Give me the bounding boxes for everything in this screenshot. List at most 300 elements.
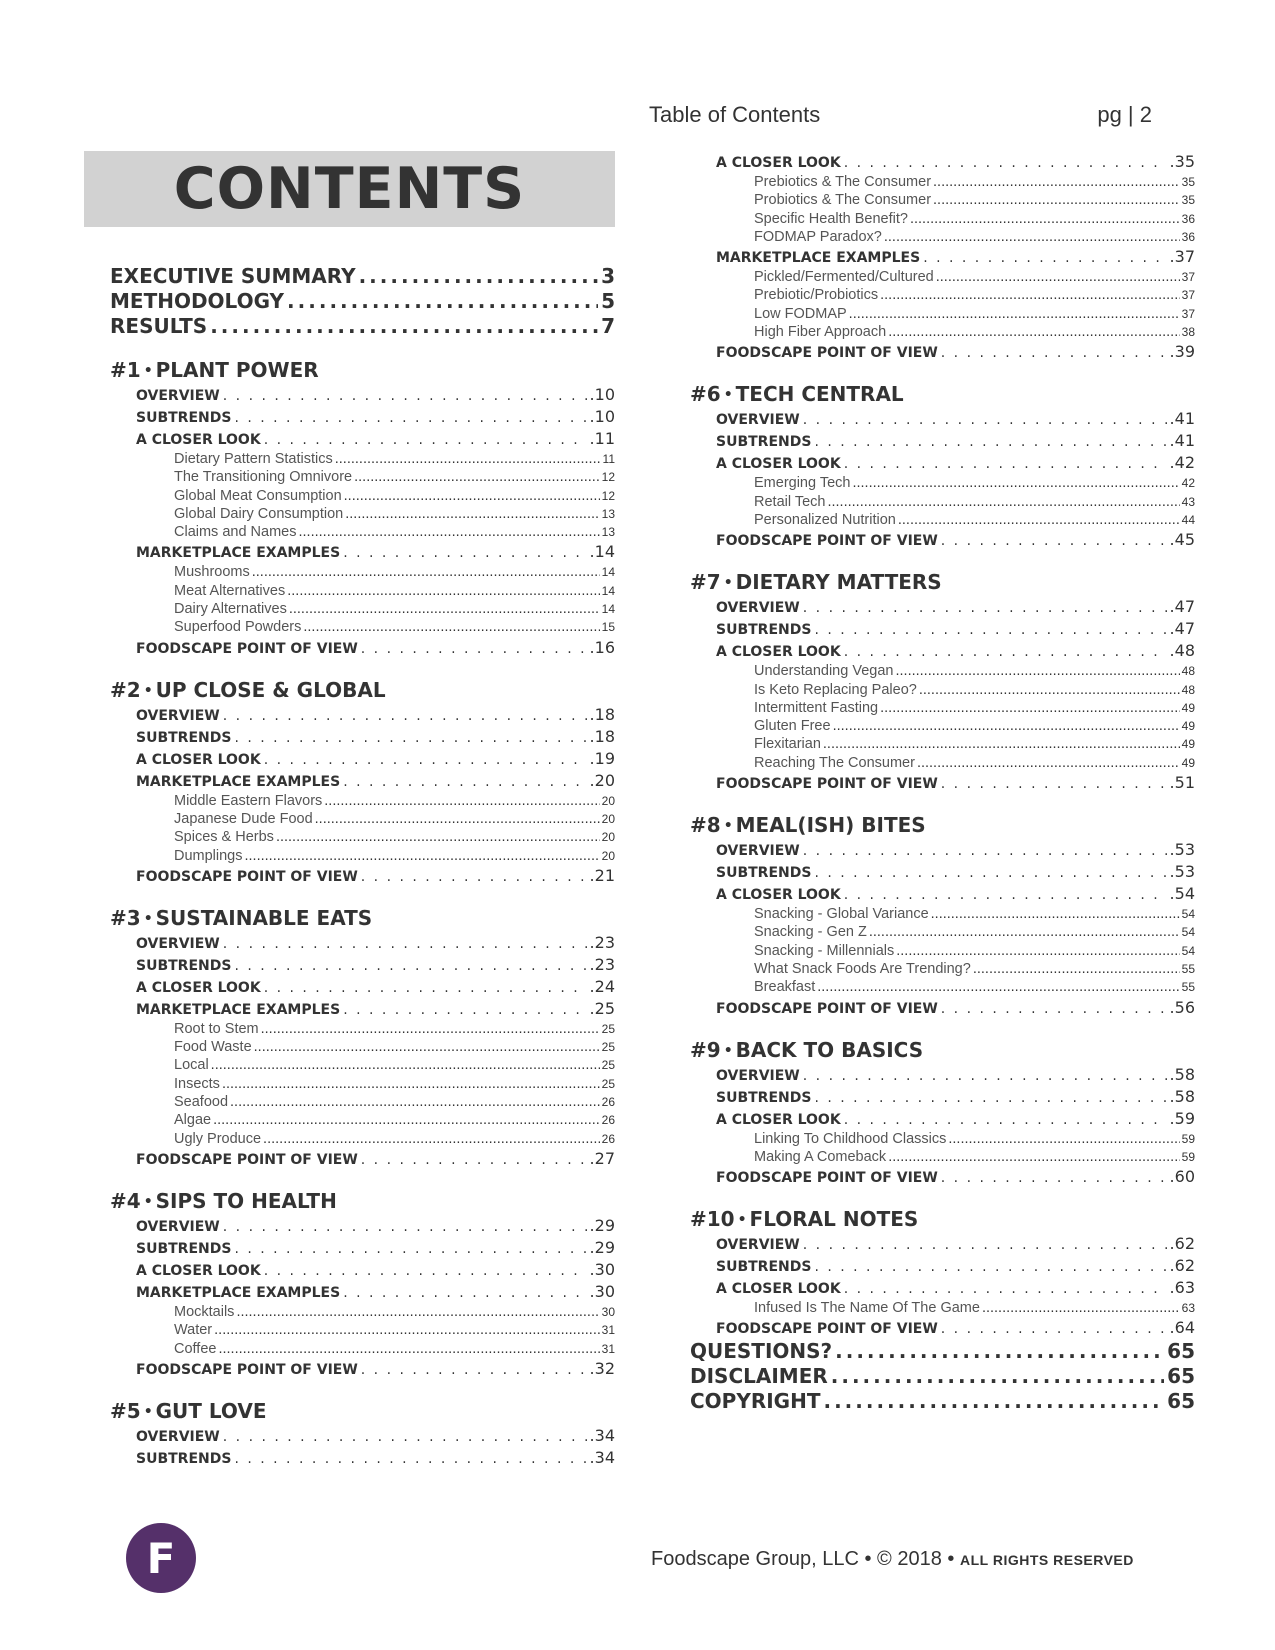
toc-subentry[interactable]: [690, 529, 1195, 551]
toc-entry-page: .53: [1169, 840, 1195, 860]
toc-item[interactable]: [690, 942, 1195, 960]
toc-subentry[interactable]: [690, 246, 1195, 268]
toc-subentry[interactable]: [110, 748, 615, 770]
toc-item[interactable]: [690, 1148, 1195, 1166]
toc-entry-label: A CLOSER LOOK: [716, 1281, 841, 1298]
toc-subentry[interactable]: [110, 770, 615, 792]
toc-entry-page: .19: [589, 748, 615, 768]
dot-leader: [263, 1130, 600, 1148]
toc-entry-page: .23: [589, 932, 615, 952]
dot-leader: [222, 1075, 600, 1093]
toc-item[interactable]: [690, 286, 1195, 304]
toc-entry-page: .48: [1169, 641, 1195, 661]
toc-item[interactable]: [110, 847, 615, 865]
dot-leader: [833, 717, 1180, 735]
toc-entry-label: MARKETPLACE EXAMPLES: [136, 773, 341, 790]
dot-leader: [941, 530, 1167, 551]
dot-leader: [223, 933, 587, 954]
toc-top-entries: [110, 264, 615, 339]
toc-entry-label: Middle Eastern Flavors: [174, 792, 323, 809]
toc-entry-page: 12: [601, 470, 615, 485]
toc-entry-page: 20: [601, 830, 615, 845]
toc-entry-page: .30: [589, 1281, 615, 1301]
dot-leader: [814, 862, 1166, 883]
toc-entry-page: .23: [589, 954, 615, 974]
toc-entry-label: SUBTRENDS: [136, 1450, 232, 1467]
toc-subentry[interactable]: [690, 618, 1195, 640]
footer-copyright-year: © 2018: [877, 1548, 942, 1570]
toc-item[interactable]: [690, 474, 1195, 492]
toc-entry-page: .10: [589, 385, 615, 404]
dot-leader: [335, 450, 601, 468]
toc-item[interactable]: [110, 1075, 615, 1093]
dot-leader: [245, 847, 600, 865]
toc-entry-label: OVERVIEW: [716, 1067, 800, 1084]
dot-leader: [849, 305, 1180, 323]
toc-item[interactable]: [690, 305, 1195, 323]
toc-main-entry[interactable]: [110, 264, 615, 289]
dot-leader: [230, 1093, 600, 1111]
footer-company: Foodscape Group, LLC: [651, 1548, 859, 1570]
toc-subentry[interactable]: [690, 883, 1195, 905]
dot-leader: [835, 1339, 1164, 1363]
toc-subentry[interactable]: [110, 704, 615, 726]
toc-entry-page: .62: [1169, 1234, 1195, 1254]
toc-item[interactable]: [690, 978, 1195, 996]
toc-item[interactable]: [110, 1303, 615, 1321]
section-number: #9: [690, 1037, 721, 1062]
toc-entry-page: .27: [589, 1148, 615, 1168]
toc-entry-page: 25: [601, 1076, 615, 1091]
toc-item[interactable]: [110, 563, 615, 581]
toc-item[interactable]: [110, 523, 615, 541]
toc-subentry[interactable]: [110, 932, 615, 954]
toc-item[interactable]: [690, 173, 1195, 191]
toc-item[interactable]: [110, 450, 615, 468]
toc-main-entry[interactable]: [110, 314, 615, 339]
toc-entry-label: A CLOSER LOOK: [136, 432, 261, 448]
toc-subentry[interactable]: [110, 428, 615, 450]
dot-leader: [254, 1038, 600, 1056]
toc-entry-page: 42: [1181, 476, 1195, 491]
toc-item[interactable]: [110, 1038, 615, 1056]
toc-entry-page: 59: [1181, 1149, 1195, 1164]
toc-entry-label: Emerging Tech: [754, 475, 851, 492]
toc-item[interactable]: [690, 1299, 1195, 1317]
toc-entry-page: .34: [589, 1425, 615, 1445]
dot-leader: [236, 1303, 599, 1321]
toc-entry-label: A CLOSER LOOK: [136, 1262, 261, 1279]
toc-subentry[interactable]: [110, 1259, 615, 1281]
toc-item[interactable]: [110, 600, 615, 618]
dot-leader: [345, 505, 599, 523]
toc-entry-page: 20: [601, 793, 615, 808]
toc-entry-label: MARKETPLACE EXAMPLES: [136, 1284, 341, 1301]
toc-item[interactable]: [110, 1321, 615, 1339]
toc-entry-page: .24: [589, 976, 615, 996]
toc-entry-label: RESULTS: [110, 314, 208, 338]
toc-subentry[interactable]: [110, 976, 615, 998]
toc-entry-label: A CLOSER LOOK: [716, 155, 841, 171]
toc-entry-label: METHODOLOGY: [110, 289, 285, 313]
toc-item[interactable]: [690, 210, 1195, 228]
toc-subentry[interactable]: [690, 1233, 1195, 1255]
section-heading[interactable]: [690, 380, 1195, 408]
toc-subentry[interactable]: [690, 839, 1195, 861]
dot-leader: [343, 999, 586, 1020]
dot-leader: [264, 977, 587, 998]
dot-leader: [803, 1234, 1167, 1255]
toc-subentry[interactable]: [690, 1108, 1195, 1130]
dot-leader: [803, 840, 1167, 861]
toc-subentry[interactable]: [110, 998, 615, 1020]
dot-leader: [844, 453, 1167, 474]
section-heading[interactable]: [110, 904, 615, 932]
bullet-separator: •: [143, 682, 153, 699]
section-heading[interactable]: [110, 676, 615, 704]
toc-main-entry[interactable]: [690, 1339, 1195, 1364]
toc-subentry[interactable]: [690, 1086, 1195, 1108]
bullet-separator: •: [723, 387, 733, 404]
toc-entry-label: Snacking - Gen Z: [754, 924, 867, 941]
toc-entry-label: Low FODMAP: [754, 305, 847, 322]
toc-subentry[interactable]: [110, 637, 615, 659]
toc-item[interactable]: [110, 1111, 615, 1129]
toc-entry-label: SUBTRENDS: [716, 865, 812, 882]
dot-leader: [234, 1448, 586, 1469]
section-number: #8: [690, 813, 721, 838]
toc-entry-label: Food Waste: [174, 1039, 252, 1056]
toc-entry-page: 25: [601, 1040, 615, 1055]
dot-leader: [823, 735, 1180, 753]
toc-item[interactable]: [690, 735, 1195, 753]
toc-entry-label: OVERVIEW: [716, 1237, 800, 1254]
footer-copyright: [651, 1548, 1134, 1571]
toc-entry-label: SUBTRENDS: [716, 1089, 812, 1106]
toc-item[interactable]: [110, 505, 615, 523]
toc-entry-label: COPYRIGHT: [690, 1389, 821, 1414]
toc-item[interactable]: [690, 923, 1195, 941]
toc-entry-page: 11: [602, 452, 615, 466]
toc-entry-page: 55: [1181, 961, 1195, 976]
section-heading[interactable]: [110, 356, 615, 384]
toc-entry-page: .60: [1169, 1167, 1195, 1187]
section-title: GUT LOVE: [155, 1398, 267, 1423]
toc-entry-page: .41: [1169, 431, 1195, 451]
toc-item[interactable]: [110, 792, 615, 810]
toc-main-entry[interactable]: [690, 1364, 1195, 1389]
footer-separator: •: [947, 1548, 955, 1570]
toc-subentry[interactable]: [110, 1148, 615, 1170]
toc-entry-page: 13: [601, 525, 615, 540]
toc-entry-label: EXECUTIVE SUMMARY: [110, 264, 356, 288]
toc-entry-label: FOODSCAPE POINT OF VIEW: [716, 1321, 938, 1338]
dot-leader: [359, 264, 599, 288]
toc-item[interactable]: [110, 582, 615, 600]
section-number: #3: [110, 905, 141, 930]
toc-entry-page: .18: [589, 726, 615, 746]
section-title: MEAL(ISH) BITES: [735, 813, 926, 838]
toc-item[interactable]: [110, 468, 615, 486]
toc-entry-label: Japanese Dude Food: [174, 810, 313, 827]
dot-leader: [223, 385, 587, 406]
section-title: SUSTAINABLE EATS: [155, 905, 373, 930]
toc-entry-page: 36: [1181, 211, 1195, 226]
toc-subentry[interactable]: [690, 408, 1195, 430]
bullet-separator: •: [143, 1193, 153, 1210]
dot-leader: [315, 810, 600, 828]
toc-entry-label: FOODSCAPE POINT OF VIEW: [136, 868, 358, 885]
toc-entry-label: What Snack Foods Are Trending?: [754, 960, 971, 977]
toc-entry-page: .58: [1169, 1086, 1195, 1106]
dot-leader: [895, 662, 1179, 680]
toc-entry-label: FOODSCAPE POINT OF VIEW: [716, 345, 938, 362]
toc-entry-label: FOODSCAPE POINT OF VIEW: [136, 640, 358, 657]
dot-leader: [276, 828, 600, 846]
toc-entry-page: .21: [589, 865, 615, 885]
toc-subentry[interactable]: [690, 861, 1195, 883]
toc-main-entry[interactable]: [110, 289, 615, 314]
toc-entry-page: 65: [1167, 1389, 1195, 1414]
toc-main-entry[interactable]: [690, 1389, 1195, 1414]
toc-entry-page: .63: [1169, 1278, 1195, 1298]
toc-entry-label: SUBTRENDS: [716, 434, 812, 451]
toc-sections-right: [690, 380, 1195, 1339]
toc-subentry[interactable]: [110, 1237, 615, 1259]
section-heading[interactable]: [110, 1187, 615, 1215]
toc-entry-page: 13: [601, 506, 615, 521]
dot-leader: [884, 228, 1180, 246]
toc-entry-label: FOODSCAPE POINT OF VIEW: [136, 1151, 358, 1168]
toc-subentry[interactable]: [110, 1215, 615, 1237]
toc-entry-label: MARKETPLACE EXAMPLES: [136, 1001, 341, 1018]
toc-subentry[interactable]: [110, 1281, 615, 1303]
toc-entry-page: 49: [1181, 719, 1195, 734]
toc-entry-label: Superfood Powders: [174, 619, 302, 636]
toc-entry-page: 7: [601, 314, 615, 338]
toc-item[interactable]: [690, 681, 1195, 699]
toc-subentry[interactable]: [110, 1358, 615, 1380]
dot-leader: [234, 1238, 586, 1259]
toc-subentry[interactable]: [690, 1317, 1195, 1339]
toc-entry-label: OVERVIEW: [136, 707, 220, 724]
toc-entry-label: Root to Stem: [174, 1020, 259, 1037]
dot-leader: [827, 493, 1179, 511]
toc-entry-page: 37: [1181, 270, 1195, 285]
toc-entry-label: Prebiotic/Probiotics: [754, 287, 879, 304]
toc-entry-page: 20: [601, 811, 615, 826]
dot-leader: [888, 1148, 1179, 1166]
toc-subentry[interactable]: [690, 1166, 1195, 1188]
toc-entry-label: MARKETPLACE EXAMPLES: [136, 545, 341, 562]
toc-item[interactable]: [690, 905, 1195, 923]
toc-subentry[interactable]: [110, 384, 615, 406]
toc-item[interactable]: [690, 493, 1195, 511]
dot-leader: [814, 619, 1166, 640]
toc-entry-page: 31: [601, 1341, 615, 1356]
toc-entry-page: 26: [601, 1113, 615, 1128]
toc-entry-page: .62: [1169, 1256, 1195, 1276]
toc-item[interactable]: [110, 810, 615, 828]
toc-entry-page: 49: [1181, 737, 1195, 752]
toc-subentry[interactable]: [690, 452, 1195, 474]
toc-entry-page: 25: [601, 1058, 615, 1073]
toc-subentry[interactable]: [110, 406, 615, 428]
section-heading[interactable]: [690, 568, 1195, 596]
toc-entry-page: .58: [1169, 1064, 1195, 1084]
toc-subentry[interactable]: [110, 541, 615, 563]
page-number-label: pg | 2: [1097, 102, 1152, 127]
toc-entry-page: 3: [601, 264, 615, 288]
toc-subentry[interactable]: [690, 596, 1195, 618]
section-heading[interactable]: [690, 1036, 1195, 1064]
toc-subentry[interactable]: [690, 341, 1195, 363]
toc-subentry[interactable]: [690, 640, 1195, 662]
dot-leader: [234, 407, 586, 428]
section-number: #6: [690, 382, 721, 407]
dot-leader: [936, 268, 1180, 286]
toc-entry-label: A CLOSER LOOK: [136, 979, 261, 996]
toc-item[interactable]: [110, 618, 615, 636]
toc-entry-page: .11: [589, 429, 615, 448]
toc-subentry[interactable]: [690, 997, 1195, 1019]
toc-entry-page: 48: [1181, 682, 1195, 697]
toc-end-entries: [690, 1339, 1195, 1414]
toc-entry-page: 63: [1181, 1301, 1195, 1316]
toc-item[interactable]: [110, 1020, 615, 1038]
foodscape-logo: [126, 1523, 196, 1593]
toc-item[interactable]: [690, 268, 1195, 286]
toc-entry-label: Claims and Names: [174, 524, 297, 541]
toc-entry-page: 5: [601, 289, 615, 313]
toc-item[interactable]: [110, 1093, 615, 1111]
toc-item[interactable]: [690, 511, 1195, 529]
dot-leader: [941, 773, 1167, 794]
toc-entry-page: 38: [1181, 325, 1195, 340]
dot-leader: [343, 771, 586, 792]
toc-entry-label: SUBTRENDS: [136, 410, 232, 426]
toc-entry-page: 37: [1181, 306, 1195, 321]
toc-subentry[interactable]: [110, 1425, 615, 1447]
section-heading[interactable]: [690, 811, 1195, 839]
toc-subentry[interactable]: [690, 151, 1195, 173]
toc-entry-label: High Fiber Approach: [754, 324, 887, 341]
toc-entry-page: 31: [601, 1323, 615, 1338]
toc-entry-page: 35: [1181, 175, 1195, 189]
dot-leader: [361, 1149, 587, 1170]
toc-item[interactable]: [690, 960, 1195, 978]
toc-subentry[interactable]: [690, 1255, 1195, 1277]
toc-subentry[interactable]: [690, 1277, 1195, 1299]
toc-entry-page: .35: [1169, 152, 1195, 171]
toc-subentry[interactable]: [110, 865, 615, 887]
dot-leader: [931, 905, 1180, 923]
toc-entry-label: Snacking - Global Variance: [754, 906, 929, 923]
dot-leader: [361, 1359, 587, 1380]
toc-item[interactable]: [690, 754, 1195, 772]
toc-entry-label: Probiotics & The Consumer: [754, 192, 932, 209]
toc-subentry[interactable]: [110, 726, 615, 748]
section-number: #1: [110, 358, 141, 382]
toc-entry-page: 59: [1181, 1131, 1195, 1146]
dot-leader: [898, 511, 1180, 529]
dot-leader: [831, 1364, 1164, 1388]
dot-leader: [852, 474, 1179, 492]
toc-entry-label: OVERVIEW: [716, 600, 800, 617]
toc-subentry[interactable]: [690, 772, 1195, 794]
section-title: PLANT POWER: [155, 358, 319, 382]
toc-entry-label: FOODSCAPE POINT OF VIEW: [716, 533, 938, 550]
toc-subentry[interactable]: [690, 430, 1195, 452]
toc-item[interactable]: [690, 228, 1195, 246]
toc-subentry[interactable]: [110, 1447, 615, 1469]
section-heading[interactable]: [690, 1205, 1195, 1233]
dot-leader: [211, 1056, 600, 1074]
toc-entry-page: 55: [1181, 980, 1195, 995]
toc-entry-page: .47: [1169, 597, 1195, 617]
toc-entry-label: A CLOSER LOOK: [716, 456, 841, 473]
toc-item[interactable]: [690, 323, 1195, 341]
toc-item[interactable]: [690, 699, 1195, 717]
section-number: #5: [110, 1398, 141, 1423]
section-title: UP CLOSE & GLOBAL: [155, 677, 386, 702]
toc-entry-page: 12: [601, 488, 615, 503]
toc-item[interactable]: [110, 1130, 615, 1148]
section-number: #7: [690, 570, 721, 595]
toc-entry-page: .54: [1169, 884, 1195, 904]
toc-entry-page: 54: [1181, 907, 1195, 922]
toc-item[interactable]: [110, 1340, 615, 1358]
toc-entry-label: DISCLAIMER: [690, 1364, 828, 1389]
toc-entry-page: .37: [1169, 247, 1195, 267]
footer-rights: ALL RIGHTS RESERVED: [959, 1552, 1134, 1568]
dot-leader: [361, 866, 587, 887]
toc-item[interactable]: [110, 828, 615, 846]
toc-entry-label: FOODSCAPE POINT OF VIEW: [716, 776, 938, 793]
dot-leader: [844, 884, 1167, 905]
toc-entry-page: .34: [589, 1447, 615, 1467]
toc-item[interactable]: [690, 717, 1195, 735]
toc-item[interactable]: [690, 1130, 1195, 1148]
toc-item[interactable]: [110, 1056, 615, 1074]
toc-entry-page: .18: [589, 704, 615, 724]
toc-entry-label: Coffee: [174, 1340, 217, 1357]
dot-leader: [880, 699, 1180, 717]
toc-entry-page: 37: [1181, 288, 1195, 303]
toc-entry-label: Personalized Nutrition: [754, 511, 896, 528]
toc-entry-page: 48: [1181, 664, 1195, 679]
section-title: DIETARY MATTERS: [735, 570, 942, 595]
toc-entry-label: A CLOSER LOOK: [136, 751, 261, 768]
toc-item[interactable]: [690, 662, 1195, 680]
dot-leader: [287, 289, 598, 313]
dot-leader: [803, 1065, 1167, 1086]
toc-entry-label: SUBTRENDS: [136, 957, 232, 974]
dot-leader: [817, 978, 1179, 996]
toc-item[interactable]: [690, 191, 1195, 209]
toc-subentry[interactable]: [690, 1064, 1195, 1086]
bullet-separator: •: [143, 1403, 153, 1420]
toc-subentry[interactable]: [110, 954, 615, 976]
toc-entry-label: Infused Is The Name Of The Game: [754, 1300, 980, 1317]
toc-entry-label: Spices & Herbs: [174, 829, 274, 846]
dot-leader: [844, 1109, 1167, 1130]
toc-item[interactable]: [110, 487, 615, 505]
toc-entry-label: Meat Alternatives: [174, 582, 286, 599]
dot-leader: [303, 618, 599, 636]
section-heading[interactable]: [110, 1397, 615, 1425]
toc-entry-label: Mushrooms: [174, 564, 250, 581]
